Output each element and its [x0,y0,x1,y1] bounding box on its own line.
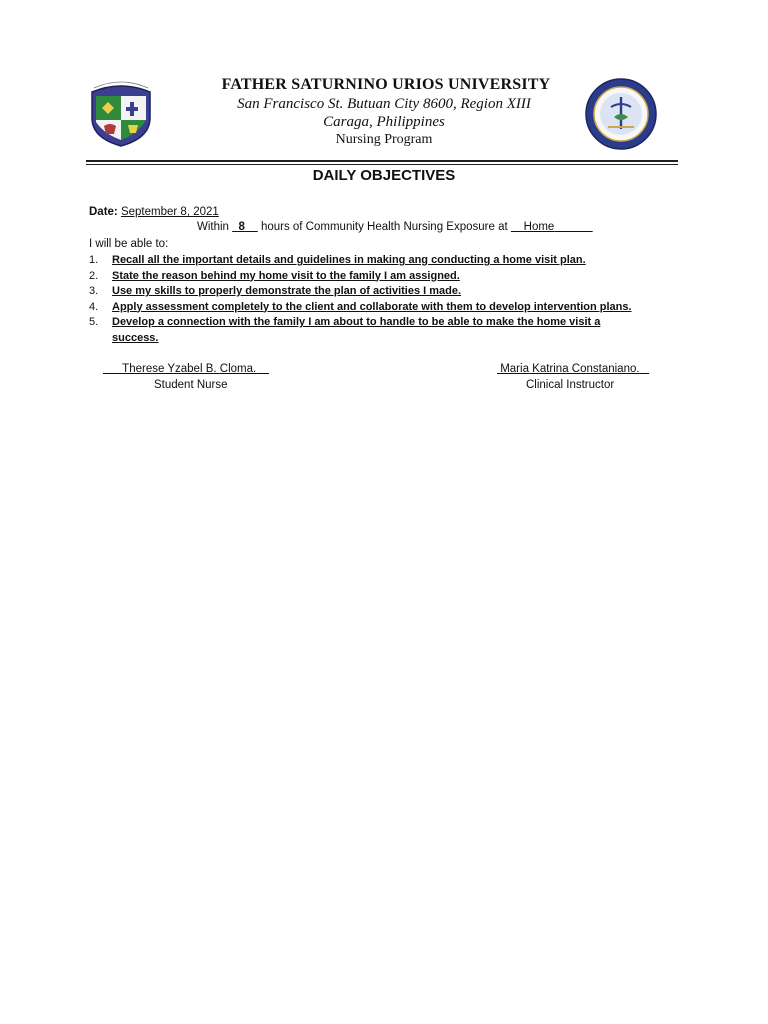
program-name: Nursing Program [335,132,433,147]
list-item-text: Develop a connection with the family I am about to handle to be able to make the home visit a success. [112,316,601,344]
date-label: Date: [89,206,118,218]
instructor-name: Maria Katrina Constaniano. [500,363,640,375]
objectives-list [89,253,689,346]
address-line-2: Caraga, Philippines [323,114,445,130]
list-item [89,253,689,269]
exposure-line [197,220,593,234]
list-item [89,300,689,316]
place-blank [511,221,593,233]
list-item [89,315,647,346]
student-signature-name [103,363,269,375]
list-item-text: Recall all the important details and guidelines in making ang conducting a home visit plan. [112,254,586,266]
instructor-signature-name [497,363,649,375]
list-item-text: Apply assessment completely to the client and collaborate with them to develop intervention plans. [112,300,632,313]
date-value: September 8, 2021 [120,206,219,218]
list-item-number: 5. [89,316,99,328]
hours-value: 8 [238,221,245,233]
list-item-text: State the reason behind my home visit to the family I am assigned. [112,269,460,282]
list-item-number: 3. [89,285,99,297]
list-item [89,269,689,285]
intro-text: I will be able to: [89,238,169,250]
list-item [89,284,689,300]
place-value: Home [523,221,555,233]
list-item-number: 2. [89,269,99,282]
header-rule-thick [86,160,678,162]
list-item-number: 1. [89,254,99,266]
list-item-text: Use my skills to properly demonstrate the plan of activities I made. [112,285,462,297]
university-name: FATHER SATURNINO URIOS UNIVERSITY [221,76,551,93]
student-name: Therese Yzabel B. Cloma. [122,363,257,375]
exposure-middle: hours of Community Health Nursing Exposure at [260,221,508,233]
exposure-prefix: Within [197,221,229,233]
header-rule-thin [86,164,678,165]
date-line [89,205,219,219]
hours-blank [232,221,258,233]
address-line-1: San Francisco St. Butuan City 8600, Region XIII [237,96,531,112]
student-role: Student Nurse [154,379,228,391]
page-title: DAILY OBJECTIVES [312,167,456,184]
instructor-role: Clinical Instructor [526,379,615,391]
list-item-number: 4. [89,300,99,313]
